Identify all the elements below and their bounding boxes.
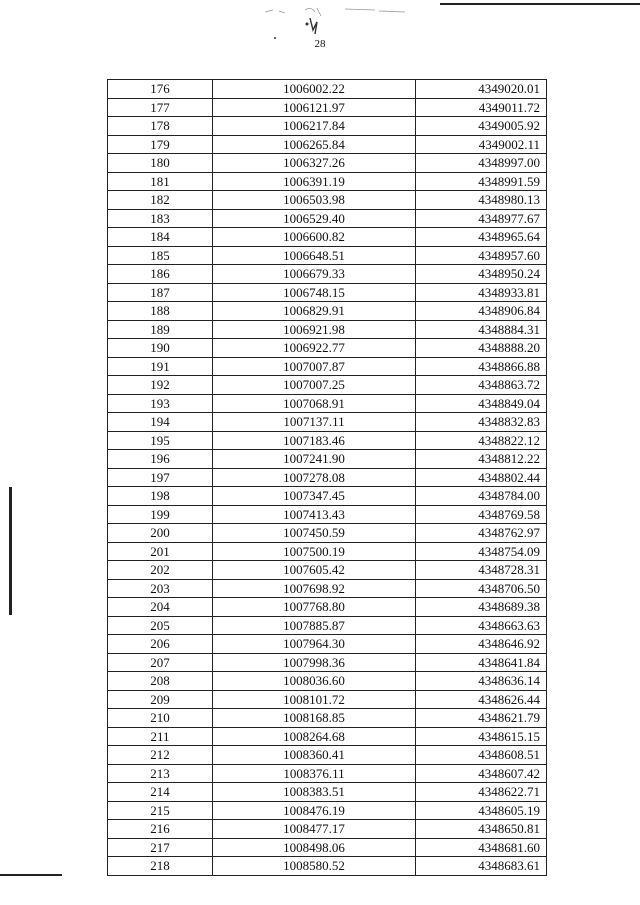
x-coordinate-cell: 1007964.30 <box>213 635 416 654</box>
y-coordinate-cell: 4348650.81 <box>416 820 547 839</box>
point-number-cell: 213 <box>108 764 213 783</box>
x-coordinate-cell: 1008101.72 <box>213 690 416 709</box>
point-number-cell: 205 <box>108 616 213 635</box>
x-coordinate-cell: 1006921.98 <box>213 320 416 339</box>
point-number-cell: 198 <box>108 487 213 506</box>
table-row <box>108 653 547 672</box>
page-number: 28 <box>314 38 326 50</box>
x-coordinate-cell: 1006217.84 <box>213 117 416 136</box>
table-row <box>108 579 547 598</box>
y-coordinate-cell: 4348626.44 <box>416 690 547 709</box>
y-coordinate-cell: 4348681.60 <box>416 838 547 857</box>
point-number-cell: 195 <box>108 431 213 450</box>
y-coordinate-cell: 4348832.83 <box>416 413 547 432</box>
table-row <box>108 672 547 691</box>
table-row <box>108 468 547 487</box>
y-coordinate-cell: 4348849.04 <box>416 394 547 413</box>
x-coordinate-cell: 1006529.40 <box>213 209 416 228</box>
coordinates-table-body <box>108 80 547 876</box>
y-coordinate-cell: 4348769.58 <box>416 505 547 524</box>
x-coordinate-cell: 1006503.98 <box>213 191 416 210</box>
table-row <box>108 838 547 857</box>
point-number-cell: 211 <box>108 727 213 746</box>
table-row <box>108 542 547 561</box>
y-coordinate-cell: 4348762.97 <box>416 524 547 543</box>
x-coordinate-cell: 1006648.51 <box>213 246 416 265</box>
table-row <box>108 98 547 117</box>
scan-top-line <box>440 3 640 5</box>
y-coordinate-cell: 4348621.79 <box>416 709 547 728</box>
x-coordinate-cell: 1007413.43 <box>213 505 416 524</box>
x-coordinate-cell: 1007450.59 <box>213 524 416 543</box>
y-coordinate-cell: 4348615.15 <box>416 727 547 746</box>
point-number-cell: 212 <box>108 746 213 765</box>
x-coordinate-cell: 1007007.87 <box>213 357 416 376</box>
y-coordinate-cell: 4348957.60 <box>416 246 547 265</box>
y-coordinate-cell: 4348784.00 <box>416 487 547 506</box>
table-row <box>108 228 547 247</box>
point-number-cell: 193 <box>108 394 213 413</box>
y-coordinate-cell: 4348888.20 <box>416 339 547 358</box>
y-coordinate-cell: 4348754.09 <box>416 542 547 561</box>
y-coordinate-cell: 4348822.12 <box>416 431 547 450</box>
table-row <box>108 80 547 99</box>
x-coordinate-cell: 1008376.11 <box>213 764 416 783</box>
table-row <box>108 764 547 783</box>
y-coordinate-cell: 4348863.72 <box>416 376 547 395</box>
y-coordinate-cell: 4348683.61 <box>416 857 547 876</box>
table-row <box>108 135 547 154</box>
table-row <box>108 524 547 543</box>
table-row <box>108 357 547 376</box>
y-coordinate-cell: 4348728.31 <box>416 561 547 580</box>
y-coordinate-cell: 4349020.01 <box>416 80 547 99</box>
x-coordinate-cell: 1007605.42 <box>213 561 416 580</box>
point-number-cell: 216 <box>108 820 213 839</box>
point-number-cell: 200 <box>108 524 213 543</box>
x-coordinate-cell: 1008383.51 <box>213 783 416 802</box>
table-row <box>108 283 547 302</box>
table-row <box>108 820 547 839</box>
table-row <box>108 801 547 820</box>
x-coordinate-cell: 1007068.91 <box>213 394 416 413</box>
y-coordinate-cell: 4348977.67 <box>416 209 547 228</box>
point-number-cell: 180 <box>108 154 213 173</box>
x-coordinate-cell: 1008264.68 <box>213 727 416 746</box>
x-coordinate-cell: 1007007.25 <box>213 376 416 395</box>
y-coordinate-cell: 4348950.24 <box>416 265 547 284</box>
point-number-cell: 177 <box>108 98 213 117</box>
x-coordinate-cell: 1007241.90 <box>213 450 416 469</box>
y-coordinate-cell: 4348906.84 <box>416 302 547 321</box>
y-coordinate-cell: 4348991.59 <box>416 172 547 191</box>
x-coordinate-cell: 1006600.82 <box>213 228 416 247</box>
table-row <box>108 598 547 617</box>
table-row <box>108 635 547 654</box>
y-coordinate-cell: 4348607.42 <box>416 764 547 783</box>
y-coordinate-cell: 4348641.84 <box>416 653 547 672</box>
x-coordinate-cell: 1006748.15 <box>213 283 416 302</box>
x-coordinate-cell: 1007998.36 <box>213 653 416 672</box>
point-number-cell: 196 <box>108 450 213 469</box>
x-coordinate-cell: 1007278.08 <box>213 468 416 487</box>
y-coordinate-cell: 4348997.00 <box>416 154 547 173</box>
x-coordinate-cell: 1008498.06 <box>213 838 416 857</box>
table-row <box>108 413 547 432</box>
table-row <box>108 339 547 358</box>
x-coordinate-cell: 1008580.52 <box>213 857 416 876</box>
table-row <box>108 117 547 136</box>
y-coordinate-cell: 4348812.22 <box>416 450 547 469</box>
point-number-cell: 214 <box>108 783 213 802</box>
point-number-cell: 187 <box>108 283 213 302</box>
table-row <box>108 450 547 469</box>
x-coordinate-cell: 1007183.46 <box>213 431 416 450</box>
point-number-cell: 217 <box>108 838 213 857</box>
table-row <box>108 376 547 395</box>
y-coordinate-cell: 4348608.51 <box>416 746 547 765</box>
x-coordinate-cell: 1007137.11 <box>213 413 416 432</box>
x-coordinate-cell: 1007885.87 <box>213 616 416 635</box>
point-number-cell: 201 <box>108 542 213 561</box>
y-coordinate-cell: 4348980.13 <box>416 191 547 210</box>
y-coordinate-cell: 4348636.14 <box>416 672 547 691</box>
x-coordinate-cell: 1006829.91 <box>213 302 416 321</box>
y-coordinate-cell: 4348866.88 <box>416 357 547 376</box>
table-row <box>108 265 547 284</box>
x-coordinate-cell: 1006265.84 <box>213 135 416 154</box>
table-row <box>108 561 547 580</box>
point-number-cell: 210 <box>108 709 213 728</box>
point-number-cell: 207 <box>108 653 213 672</box>
table-row <box>108 154 547 173</box>
point-number-cell: 188 <box>108 302 213 321</box>
y-coordinate-cell: 4348965.64 <box>416 228 547 247</box>
point-number-cell: 179 <box>108 135 213 154</box>
table-row <box>108 302 547 321</box>
y-coordinate-cell: 4348622.71 <box>416 783 547 802</box>
point-number-cell: 202 <box>108 561 213 580</box>
x-coordinate-cell: 1006327.26 <box>213 154 416 173</box>
point-number-cell: 208 <box>108 672 213 691</box>
point-number-cell: 192 <box>108 376 213 395</box>
point-number-cell: 176 <box>108 80 213 99</box>
x-coordinate-cell: 1007347.45 <box>213 487 416 506</box>
point-number-cell: 182 <box>108 191 213 210</box>
point-number-cell: 181 <box>108 172 213 191</box>
y-coordinate-cell: 4348646.92 <box>416 635 547 654</box>
x-coordinate-cell: 1008168.85 <box>213 709 416 728</box>
x-coordinate-cell: 1006002.22 <box>213 80 416 99</box>
point-number-cell: 178 <box>108 117 213 136</box>
y-coordinate-cell: 4348663.63 <box>416 616 547 635</box>
table-row <box>108 320 547 339</box>
point-number-cell: 203 <box>108 579 213 598</box>
x-coordinate-cell: 1007500.19 <box>213 542 416 561</box>
coordinates-table <box>107 79 547 876</box>
point-number-cell: 185 <box>108 246 213 265</box>
point-number-cell: 206 <box>108 635 213 654</box>
point-number-cell: 186 <box>108 265 213 284</box>
table-row <box>108 487 547 506</box>
point-number-cell: 183 <box>108 209 213 228</box>
y-coordinate-cell: 4349002.11 <box>416 135 547 154</box>
table-row <box>108 191 547 210</box>
table-row <box>108 394 547 413</box>
x-coordinate-cell: 1006922.77 <box>213 339 416 358</box>
point-number-cell: 218 <box>108 857 213 876</box>
y-coordinate-cell: 4348689.38 <box>416 598 547 617</box>
x-coordinate-cell: 1008036.60 <box>213 672 416 691</box>
table-row <box>108 746 547 765</box>
x-coordinate-cell: 1007698.92 <box>213 579 416 598</box>
point-number-cell: 215 <box>108 801 213 820</box>
table-row <box>108 505 547 524</box>
table-row <box>108 209 547 228</box>
table-row <box>108 727 547 746</box>
table-row <box>108 246 547 265</box>
table-row <box>108 709 547 728</box>
point-number-cell: 204 <box>108 598 213 617</box>
scan-stamp-mark <box>255 4 425 40</box>
y-coordinate-cell: 4349011.72 <box>416 98 547 117</box>
table-row <box>108 431 547 450</box>
y-coordinate-cell: 4348884.31 <box>416 320 547 339</box>
table-row <box>108 857 547 876</box>
x-coordinate-cell: 1008360.41 <box>213 746 416 765</box>
y-coordinate-cell: 4348802.44 <box>416 468 547 487</box>
scan-left-edge-mark <box>9 487 12 615</box>
y-coordinate-cell: 4348605.19 <box>416 801 547 820</box>
point-number-cell: 189 <box>108 320 213 339</box>
x-coordinate-cell: 1007768.80 <box>213 598 416 617</box>
table-row <box>108 783 547 802</box>
x-coordinate-cell: 1008476.19 <box>213 801 416 820</box>
y-coordinate-cell: 4349005.92 <box>416 117 547 136</box>
point-number-cell: 197 <box>108 468 213 487</box>
point-number-cell: 199 <box>108 505 213 524</box>
y-coordinate-cell: 4348706.50 <box>416 579 547 598</box>
table-row <box>108 172 547 191</box>
point-number-cell: 190 <box>108 339 213 358</box>
point-number-cell: 184 <box>108 228 213 247</box>
x-coordinate-cell: 1006679.33 <box>213 265 416 284</box>
scan-bottom-edge-mark <box>0 874 62 876</box>
table-row <box>108 690 547 709</box>
point-number-cell: 191 <box>108 357 213 376</box>
point-number-cell: 209 <box>108 690 213 709</box>
table-row <box>108 616 547 635</box>
point-number-cell: 194 <box>108 413 213 432</box>
x-coordinate-cell: 1008477.17 <box>213 820 416 839</box>
x-coordinate-cell: 1006121.97 <box>213 98 416 117</box>
y-coordinate-cell: 4348933.81 <box>416 283 547 302</box>
x-coordinate-cell: 1006391.19 <box>213 172 416 191</box>
